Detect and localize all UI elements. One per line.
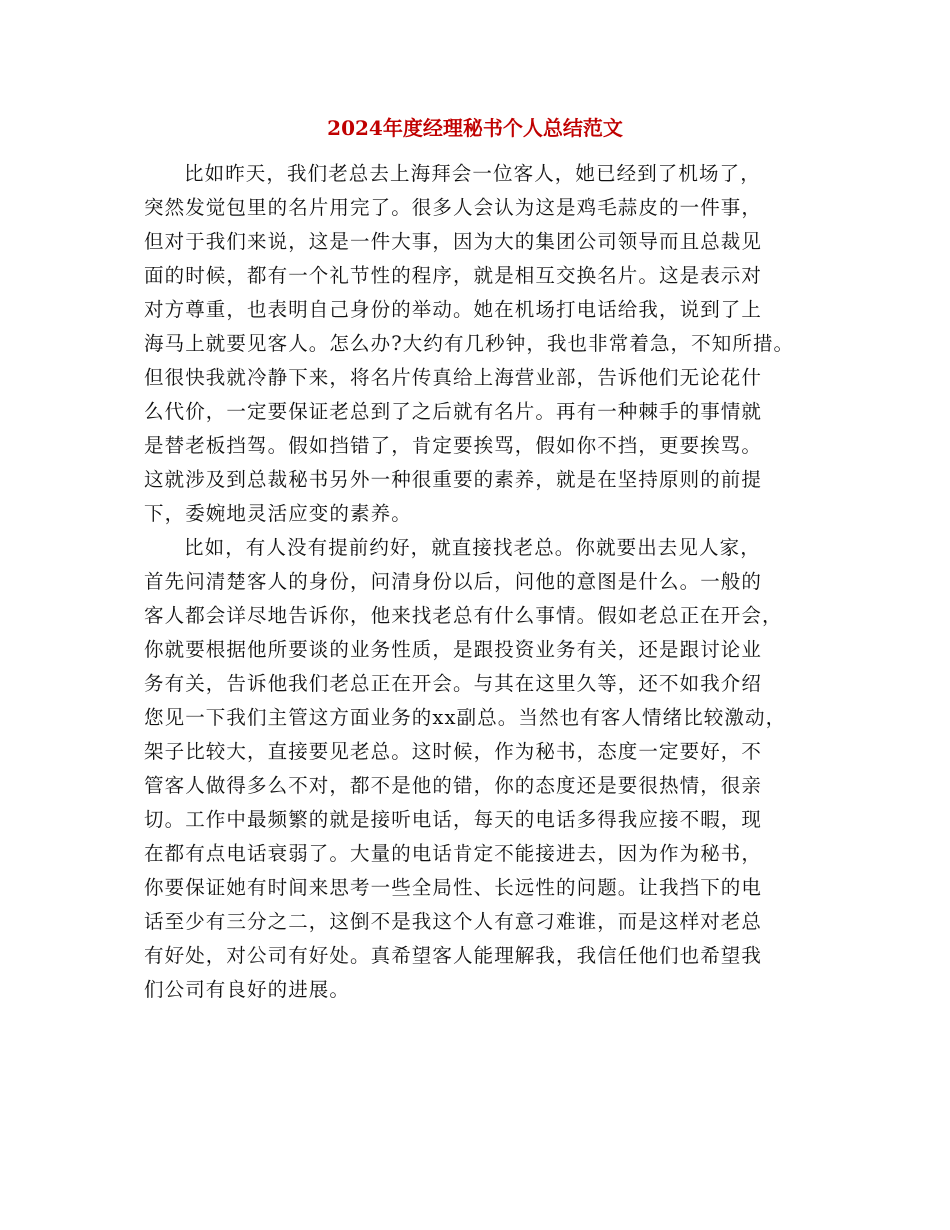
- text-line: 是替老板挡驾。假如挡错了，肯定要挨骂，假如你不挡，更要挨骂。: [144, 434, 763, 457]
- text-line: 下，委婉地灵活应变的素养。: [144, 502, 412, 525]
- text-line: 但对于我们来说，这是一件大事，因为大的集团公司领导而且总裁见: [144, 230, 763, 253]
- text-line: 比如昨天，我们老总去上海拜会一位客人，她已经到了机场了，: [184, 162, 761, 185]
- text-line: 对方尊重，也表明自己身份的举动。她在机场打电话给我，说到了上: [144, 298, 763, 321]
- paragraph-1: [144, 157, 834, 531]
- text-line: 管客人做得多么不对，都不是他的错，你的态度还是要很热情，很亲: [144, 774, 763, 797]
- text-line: 么代价，一定要保证老总到了之后就有名片。再有一种棘手的事情就: [144, 400, 763, 423]
- text-line: 们公司有良好的进展。: [144, 978, 351, 1001]
- text-line: 海马上就要见客人。怎么办?大约有几秒钟，我也非常着急，不知所措。: [144, 332, 795, 355]
- text-line: 在都有点电话衰弱了。大量的电话肯定不能接进去，因为作为秘书，: [144, 842, 763, 865]
- text-line: 你要保证她有时间来思考一些全局性、长远性的问题。让我挡下的电: [144, 876, 763, 899]
- text-line: 切。工作中最频繁的就是接听电话，每天的电话多得我应接不暇，现: [144, 808, 763, 831]
- text-line: 突然发觉包里的名片用完了。很多人会认为这是鸡毛蒜皮的一件事，: [144, 196, 763, 219]
- text-line: 客人都会详尽地告诉你，他来找老总有什么事情。假如老总正在开会，: [144, 604, 783, 627]
- text-line: 有好处，对公司有好处。真希望客人能理解我，我信任他们也希望我: [144, 944, 763, 967]
- text-line: 务有关，告诉他我们老总正在开会。与其在这里久等，还不如我介绍: [144, 672, 763, 695]
- document-body: [144, 157, 834, 1007]
- text-line: 架子比较大，直接要见老总。这时候，作为秘书，态度一定要好，不: [144, 740, 763, 763]
- text-line: 首先问清楚客人的身份，问清身份以后，问他的意图是什么。一般的: [144, 570, 763, 593]
- text-line: 比如，有人没有提前约好，就直接找老总。你就要出去见人家，: [184, 536, 761, 559]
- document-title: 2024年度经理秘书个人总结范文: [327, 116, 623, 140]
- text-line: 话至少有三分之二，这倒不是我这个人有意刁难谁，而是这样对老总: [144, 910, 763, 933]
- text-line: 但很快我就冷静下来，将名片传真给上海营业部，告诉他们无论花什: [144, 366, 763, 389]
- text-line: 你就要根据他所要谈的业务性质，是跟投资业务有关，还是跟讨论业: [144, 638, 763, 661]
- text-line: 面的时候，都有一个礼节性的程序，就是相互交换名片。这是表示对: [144, 264, 763, 287]
- text-line: 您见一下我们主管这方面业务的xx副总。当然也有客人情绪比较激动，: [144, 706, 787, 729]
- paragraph-2: [144, 531, 834, 1007]
- text-line: 这就涉及到总裁秘书另外一种很重要的素养，就是在坚持原则的前提: [144, 468, 763, 491]
